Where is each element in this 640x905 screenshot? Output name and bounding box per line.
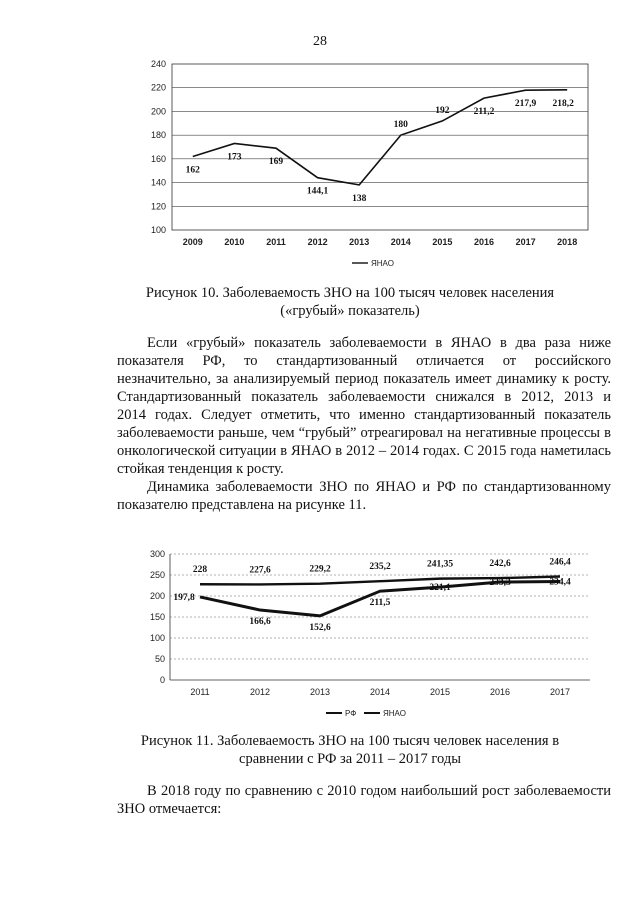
data-label: 169 xyxy=(268,157,284,168)
y-tick-label: 220 xyxy=(150,82,166,93)
data-label: 218,2 xyxy=(552,98,574,109)
y-tick-label: 100 xyxy=(150,225,166,235)
data-label-yanao: 227,6 xyxy=(249,565,271,576)
x-tick-label: 2015 xyxy=(429,687,451,697)
legend-label-yanao: ЯНАО xyxy=(371,259,394,268)
y-tick-label: 240 xyxy=(150,59,166,69)
x-tick-label: 2016 xyxy=(473,237,495,247)
page-number: 28 xyxy=(313,34,327,49)
y-tick-label: 120 xyxy=(150,201,166,212)
x-tick-label: 2018 xyxy=(557,237,578,247)
x-tick-label: 2017 xyxy=(549,687,571,697)
caption-fig11 xyxy=(100,732,600,768)
paragraph-1-line: стойкая тенденция к росту. xyxy=(117,461,284,477)
y-tick-label: 160 xyxy=(150,153,166,164)
paragraph-1-line: заболеваемости раньше, чем “грубый” отреагировал на негативные процессы в xyxy=(117,425,611,441)
paragraph-1-line: незначительно, за анализируемый период показатель имеет динамику к росту. xyxy=(117,371,611,387)
data-label-rf: 211,5 xyxy=(369,598,391,609)
y-tick-label: 0 xyxy=(159,675,165,685)
caption-fig11-line1: Рисунок 11. Заболеваемость ЗНО на 100 тысяч человек населения в xyxy=(140,733,560,749)
data-label-rf: 152,6 xyxy=(309,622,331,633)
y-tick-label: 300 xyxy=(149,549,165,559)
data-label: 211,2 xyxy=(473,107,495,118)
data-label: 138 xyxy=(352,193,367,204)
data-label-yanao: 241,35 xyxy=(426,559,454,570)
paragraph-3-line: В 2018 году по сравнению с 2010 годом наибольший рост заболеваемости xyxy=(147,783,611,799)
data-label-rf: 233,3 xyxy=(489,578,511,589)
caption-fig10-line2: («грубый» показатель) xyxy=(280,303,420,319)
data-label: 144,1 xyxy=(306,186,329,197)
y-tick-label: 200 xyxy=(150,106,166,117)
data-label-yanao: 246,4 xyxy=(549,557,571,568)
data-label: 180 xyxy=(393,120,408,131)
x-tick-label: 2017 xyxy=(515,237,536,247)
data-label-yanao: 242,6 xyxy=(489,559,511,570)
paragraph-2-line: Динамика заболеваемости ЗНО по ЯНАО и РФ по стандартизованному xyxy=(147,479,611,495)
paragraph-1 xyxy=(117,334,611,478)
x-tick-label: 2014 xyxy=(369,687,391,697)
paragraph-1-line: онкологической ситуации в ЯНАО в 2012 – 2014 годах. С 2015 года наметилась xyxy=(117,443,611,459)
data-label-rf: 234,4 xyxy=(549,577,571,588)
y-tick-label: 200 xyxy=(149,591,165,601)
data-label-rf: 197,8 xyxy=(173,592,195,603)
legend-label-yanao: ЯНАО xyxy=(383,709,406,718)
y-tick-label: 150 xyxy=(149,612,165,622)
data-label-rf: 166,6 xyxy=(249,617,271,628)
y-tick-label: 250 xyxy=(149,570,165,580)
paragraph-1-line: показателя РФ, то стандартизованный отличается от российского xyxy=(117,353,611,369)
paragraph-3-line: ЗНО отмечается: xyxy=(117,801,222,817)
x-tick-label: 2011 xyxy=(266,237,286,247)
y-tick-label: 100 xyxy=(149,633,165,643)
x-tick-label: 2012 xyxy=(249,687,271,697)
legend-label-rf: РФ xyxy=(345,709,357,718)
x-tick-label: 2015 xyxy=(432,237,453,247)
data-label: 173 xyxy=(227,152,242,163)
chart-fig10 xyxy=(140,56,600,278)
paragraph-1-line: Стандартизованный показатель заболеваемости снижался в 2012, 2013 и xyxy=(117,389,611,405)
paragraph-2 xyxy=(117,478,611,514)
chart-fig11 xyxy=(140,546,600,726)
data-label: 192 xyxy=(435,105,450,116)
x-tick-label: 2014 xyxy=(390,237,411,247)
data-label: 217,9 xyxy=(514,99,537,110)
caption-fig11-line2: сравнении с РФ за 2011 – 2017 годы xyxy=(239,751,461,767)
y-tick-label: 140 xyxy=(150,177,166,188)
x-tick-label: 2010 xyxy=(224,237,245,247)
paragraph-1-line: Если «грубый» показатель заболеваемости в ЯНАО в два раза ниже xyxy=(147,335,611,351)
paragraph-3 xyxy=(117,782,611,818)
paragraph-1-line: 2014 годах. Следует отметить, что именно стандартизованный показатель xyxy=(117,407,611,423)
x-tick-label: 2011 xyxy=(190,687,210,697)
x-tick-label: 2013 xyxy=(349,237,370,247)
x-tick-label: 2012 xyxy=(307,237,328,247)
data-label-yanao: 235,2 xyxy=(369,562,391,573)
y-tick-label: 50 xyxy=(154,654,165,664)
series-line-yanao xyxy=(193,90,567,185)
x-tick-label: 2016 xyxy=(489,687,511,697)
caption-fig10 xyxy=(100,284,600,320)
data-label: 162 xyxy=(185,165,200,176)
data-label-yanao: 229,2 xyxy=(309,564,331,575)
x-tick-label: 2009 xyxy=(182,237,203,247)
y-tick-label: 180 xyxy=(150,130,166,141)
paragraph-2-line: показателю представлена на рисунке 11. xyxy=(117,497,367,513)
caption-fig10-line1: Рисунок 10. Заболеваемость ЗНО на 100 тысяч человек населения xyxy=(145,285,555,301)
x-tick-label: 2013 xyxy=(309,687,331,697)
data-label-yanao: 228 xyxy=(192,565,208,576)
data-label-rf: 221,1 xyxy=(429,583,451,594)
plot-area xyxy=(172,64,588,230)
